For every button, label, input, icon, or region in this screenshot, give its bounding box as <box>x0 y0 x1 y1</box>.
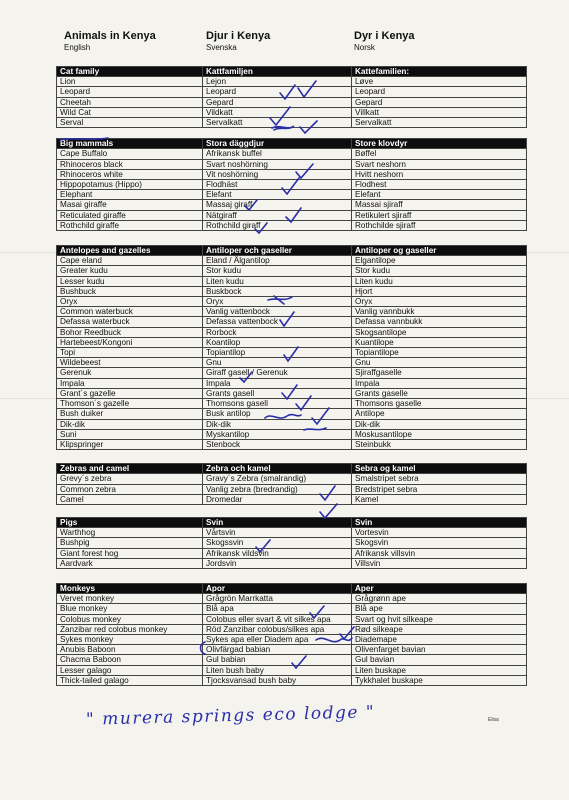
section-header-cell: Zebras and camel <box>57 464 203 474</box>
swedish-name: Vildkatt <box>203 107 352 117</box>
english-name: Cape eland <box>57 256 203 266</box>
english-name: Gerenuk <box>57 368 203 378</box>
swedish-name: Röd Zanzibar colobus/silkes apa <box>203 624 352 634</box>
norwegian-name: Elefant <box>352 190 527 200</box>
english-name: Giant forest hog <box>57 548 203 558</box>
swedish-name: Thomsons gasell <box>203 399 352 409</box>
swedish-name: Gravy´s Zebra (smalrandig) <box>203 474 352 484</box>
check-mark <box>340 627 354 639</box>
norwegian-name: Vortesvin <box>352 528 527 538</box>
section-header-cell: Zebra och kamel <box>203 464 352 474</box>
english-name: Topi <box>57 348 203 358</box>
scribble-mark <box>272 126 294 130</box>
section-header-cell: Antelopes and gazelles <box>57 246 203 256</box>
check-mark <box>280 85 295 99</box>
check-mark <box>270 107 290 125</box>
swedish-name: Dromedar <box>203 494 352 504</box>
swedish-name: Eland / Älgantilop <box>203 256 352 266</box>
english-name: Lesser kudu <box>57 276 203 286</box>
swedish-name: Elefant <box>203 190 352 200</box>
section-header-cell: Pigs <box>57 517 203 527</box>
norwegian-name: Skogsvin <box>352 538 527 548</box>
norwegian-name: Defassa vannbukk <box>352 317 527 327</box>
norwegian-name: Leopard <box>352 87 527 97</box>
english-name: Cape Buffalo <box>57 149 203 159</box>
check-mark <box>280 312 294 326</box>
english-name: Lesser galago <box>57 665 203 675</box>
header-language: Svenska <box>206 43 237 52</box>
section-header-cell: Svin <box>352 517 527 527</box>
header-title: Djur i Kenya <box>206 30 271 42</box>
swedish-name: Skogssvin <box>203 538 352 548</box>
swedish-name: Vit noshörning <box>203 169 352 179</box>
check-mark <box>300 121 317 133</box>
section-header-cell: Stora däggdjur <box>203 139 352 149</box>
english-name: Camel <box>57 494 203 504</box>
swedish-name: Grants gasell <box>203 388 352 398</box>
scribble-mark <box>316 638 352 642</box>
swedish-name: Gul babian <box>203 655 352 665</box>
scribble-mark <box>60 138 108 140</box>
norwegian-name: Svart neshorn <box>352 159 527 169</box>
english-name: Hartebeest/Kongoni <box>57 337 203 347</box>
scribble-mark <box>268 296 292 304</box>
swedish-name: Olivfärgad babian <box>203 645 352 655</box>
swedish-name: Oryx <box>203 297 352 307</box>
check-mark <box>240 372 252 382</box>
norwegian-name: Gul bavian <box>352 655 527 665</box>
english-name: Thick-tailed galago <box>57 675 203 685</box>
english-name: Aardvark <box>57 558 203 568</box>
norwegian-name: Bøffel <box>352 149 527 159</box>
norwegian-name: Svart og hvit silkeape <box>352 614 527 624</box>
english-name: Vervet monkey <box>57 594 203 604</box>
swedish-name: Grågrön Marrkatta <box>203 594 352 604</box>
scribble-mark <box>265 415 301 418</box>
swedish-name: Nätgiraff <box>203 210 352 220</box>
section-header-cell: Kattfamiljen <box>203 67 352 77</box>
english-name: Anubis Baboon <box>57 645 203 655</box>
header-title: Animals in Kenya <box>64 30 156 42</box>
swedish-name: Liten kudu <box>203 276 352 286</box>
norwegian-name: Thomsons gaselle <box>352 399 527 409</box>
english-name: Masai giraffe <box>57 200 203 210</box>
swedish-name: Dik-dik <box>203 419 352 429</box>
norwegian-name: Liten buskape <box>352 665 527 675</box>
handwritten-note: " murera springs eco lodge " <box>85 702 376 730</box>
english-name: Serval <box>57 118 203 128</box>
check-mark <box>256 540 270 552</box>
norwegian-name: Retikulert sjiraff <box>352 210 527 220</box>
english-name: Common zebra <box>57 484 203 494</box>
section-header-cell: Aper <box>352 583 527 593</box>
scribble-mark <box>304 428 326 430</box>
swedish-name: Flodhäst <box>203 180 352 190</box>
norwegian-name: Grants gaselle <box>352 388 527 398</box>
english-name: Wild Cat <box>57 107 203 117</box>
check-mark <box>284 347 298 361</box>
header-language: English <box>64 43 91 52</box>
check-mark <box>286 208 301 222</box>
norwegian-name: Bredstripet sebra <box>352 484 527 494</box>
norwegian-name: Diademape <box>352 634 527 644</box>
norwegian-name: Antilope <box>352 409 527 419</box>
check-mark <box>282 178 299 194</box>
english-name: Defassa waterbuck <box>57 317 203 327</box>
norwegian-name: Løve <box>352 77 527 87</box>
norwegian-name: Kuantilope <box>352 337 527 347</box>
norwegian-name: Gnu <box>352 358 527 368</box>
english-name: Elephant <box>57 190 203 200</box>
swedish-name: Gnu <box>203 358 352 368</box>
swedish-name: Impala <box>203 378 352 388</box>
english-name: Impala <box>57 378 203 388</box>
english-name: Thomson´s gazelle <box>57 399 203 409</box>
swedish-name: Servalkatt <box>203 118 352 128</box>
norwegian-name: Olivenfarget bavian <box>352 645 527 655</box>
norwegian-name: Grågrønn ape <box>352 594 527 604</box>
swedish-name: Afrikansk vildsvin <box>203 548 352 558</box>
check-mark <box>255 223 267 233</box>
norwegian-name: Oryx <box>352 297 527 307</box>
swedish-name: Rothchild giraff <box>203 220 352 230</box>
swedish-name: Defassa vattenbock <box>203 317 352 327</box>
swedish-name: Koantilop <box>203 337 352 347</box>
check-mark <box>320 486 335 500</box>
swedish-name: Myskantilop <box>203 429 352 439</box>
norwegian-name: Skogsantilope <box>352 327 527 337</box>
english-name: Klipspringer <box>57 439 203 449</box>
check-mark <box>282 385 297 399</box>
english-name: Suni <box>57 429 203 439</box>
norwegian-name: Vanlig vannbukk <box>352 307 527 317</box>
english-name: Greater kudu <box>57 266 203 276</box>
norwegian-name: Steinbukk <box>352 439 527 449</box>
swedish-name: Svart noshörning <box>203 159 352 169</box>
swedish-name: Tjocksvansad bush baby <box>203 675 352 685</box>
english-name: Blue monkey <box>57 604 203 614</box>
norwegian-name: Rothchilde sjiraff <box>352 220 527 230</box>
norwegian-name: Dik-dik <box>352 419 527 429</box>
norwegian-name: Massai sjiraff <box>352 200 527 210</box>
swedish-name: Vanlig zebra (bredrandig) <box>203 484 352 494</box>
norwegian-name: Topiantilope <box>352 348 527 358</box>
english-name: Hippopotamus (Hippo) <box>57 180 203 190</box>
english-name: Common waterbuck <box>57 307 203 317</box>
norwegian-name: Gepard <box>352 97 527 107</box>
english-name: Rothchild giraffe <box>57 220 203 230</box>
header-title: Dyr i Kenya <box>354 30 415 42</box>
norwegian-name: Villsvin <box>352 558 527 568</box>
norwegian-name: Stor kudu <box>352 266 527 276</box>
swedish-name: Stor kudu <box>203 266 352 276</box>
norwegian-name: Hvitt neshorn <box>352 169 527 179</box>
check-mark <box>296 164 313 178</box>
swedish-name: Buskbock <box>203 286 352 296</box>
english-name: Wildebeest <box>57 358 203 368</box>
section-header-cell: Svin <box>203 517 352 527</box>
english-name: Grevy´s zebra <box>57 474 203 484</box>
section-header-cell: Antiloper och gaseller <box>203 246 352 256</box>
norwegian-name: Kamel <box>352 494 527 504</box>
swedish-name: Busk antilop <box>203 409 352 419</box>
english-name: Bush duiker <box>57 409 203 419</box>
check-mark <box>310 606 324 618</box>
section-header-cell: Store klovdyr <box>352 139 527 149</box>
english-name: Reticulated giraffe <box>57 210 203 220</box>
english-name: Grant´s gazelle <box>57 388 203 398</box>
swedish-name: Colobus eller svart & vit silkes apa <box>203 614 352 624</box>
english-name: Sykes monkey <box>57 634 203 644</box>
section-header-cell: Cat family <box>57 67 203 77</box>
norwegian-name: Flodhest <box>352 180 527 190</box>
norwegian-name: Servalkatt <box>352 118 527 128</box>
check-mark <box>292 656 306 668</box>
section-header-cell: Monkeys <box>57 583 203 593</box>
norwegian-name: Hjort <box>352 286 527 296</box>
english-name: Dik-dik <box>57 419 203 429</box>
section-header-cell: Antiloper og gaseller <box>352 246 527 256</box>
swedish-name: Topiantilop <box>203 348 352 358</box>
swedish-name: Lejon <box>203 77 352 87</box>
check-mark <box>320 504 337 518</box>
check-mark <box>298 81 316 97</box>
header-language: Norsk <box>354 43 375 52</box>
swedish-name: Leopard <box>203 87 352 97</box>
norwegian-name: Smalstripet sebra <box>352 474 527 484</box>
swedish-name: Liten bush baby <box>203 665 352 675</box>
english-name: Colobus monkey <box>57 614 203 624</box>
circle-mark <box>201 642 206 654</box>
english-name: Bohor Reedbuck <box>57 327 203 337</box>
swedish-name: Stenbock <box>203 439 352 449</box>
english-name: Bushpig <box>57 538 203 548</box>
swedish-name: Jordsvin <box>203 558 352 568</box>
swedish-name: Blå apa <box>203 604 352 614</box>
check-mark <box>245 200 257 210</box>
swedish-name: Gepard <box>203 97 352 107</box>
swedish-name: Sykes apa eller Diadem apa <box>203 634 352 644</box>
english-name: Oryx <box>57 297 203 307</box>
check-mark <box>312 408 329 424</box>
english-name: Chacma Baboon <box>57 655 203 665</box>
norwegian-name: Afrikansk villsvin <box>352 548 527 558</box>
english-name: Zanzibar red colobus monkey <box>57 624 203 634</box>
section-header-cell: Big mammals <box>57 139 203 149</box>
english-name: Rhinoceros white <box>57 169 203 179</box>
norwegian-name: Sjiraffgaselle <box>352 368 527 378</box>
swedish-name: Vanlig vattenbock <box>203 307 352 317</box>
norwegian-name: Moskusantilope <box>352 429 527 439</box>
check-mark <box>296 396 311 410</box>
english-name: Leopard <box>57 87 203 97</box>
norwegian-name: Blå ape <box>352 604 527 614</box>
norwegian-name: Elgantilope <box>352 256 527 266</box>
section-header-cell: Apor <box>203 583 352 593</box>
small-signature: Elisa <box>488 717 499 723</box>
english-name: Cheetah <box>57 97 203 107</box>
swedish-name: Afrikansk buffel <box>203 149 352 159</box>
swedish-name: Vårtsvin <box>203 528 352 538</box>
swedish-name: Rorbock <box>203 327 352 337</box>
swedish-name: Giraff gasell / Gerenuk <box>203 368 352 378</box>
english-name: Warthhog <box>57 528 203 538</box>
norwegian-name: Villkatt <box>352 107 527 117</box>
section-header-cell: Kattefamilien: <box>352 67 527 77</box>
section-header-cell: Sebra og kamel <box>352 464 527 474</box>
english-name: Rhinoceros black <box>57 159 203 169</box>
norwegian-name: Impala <box>352 378 527 388</box>
norwegian-name: Tykkhalet buskape <box>352 675 527 685</box>
norwegian-name: Rød silkeape <box>352 624 527 634</box>
english-name: Bushbuck <box>57 286 203 296</box>
english-name: Lion <box>57 77 203 87</box>
swedish-name: Massaj giraff <box>203 200 352 210</box>
norwegian-name: Liten kudu <box>352 276 527 286</box>
